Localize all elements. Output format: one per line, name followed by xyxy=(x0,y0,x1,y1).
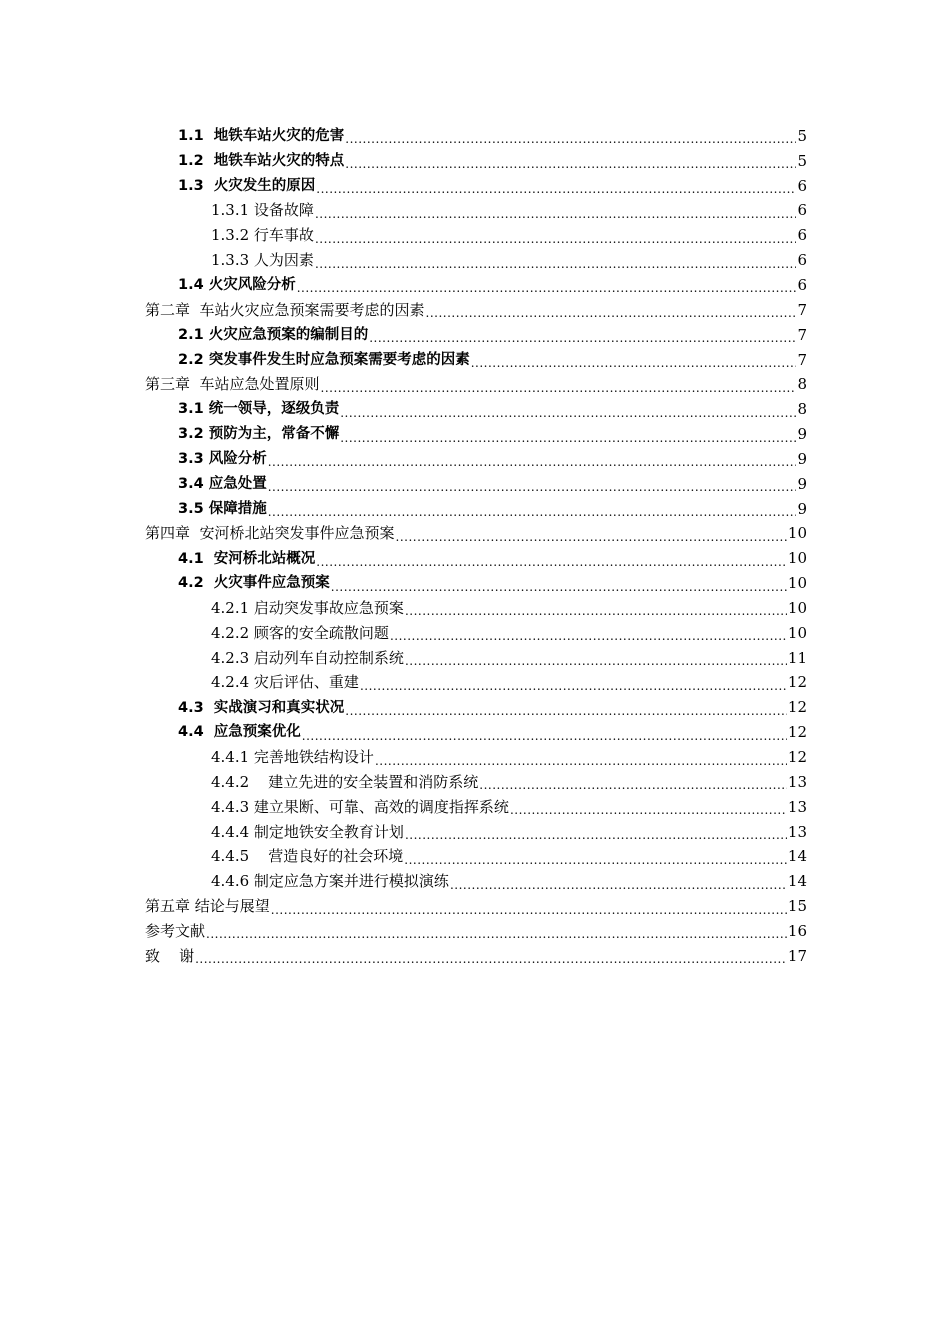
toc-entry[interactable] xyxy=(0,348,807,373)
toc-dot-leader xyxy=(345,158,796,170)
toc-entry-title: 4.3 实战演习和真实状况 xyxy=(178,699,345,716)
toc-entry-page-number: 10 xyxy=(787,524,807,543)
toc-entry[interactable] xyxy=(0,795,807,820)
toc-entry-title: 1.3.1 设备故障 xyxy=(211,201,314,220)
toc-entry-page-number: 9 xyxy=(797,499,807,518)
toc-entry-title: 4.2.4 灾后评估、重建 xyxy=(211,673,359,692)
toc-entry[interactable] xyxy=(0,174,807,199)
toc-dot-leader xyxy=(471,357,797,369)
toc-entry-title: 2.2 突发事件发生时应急预案需要考虑的因素 xyxy=(178,351,470,368)
toc-entry-title: 4.2.3 启动列车自动控制系统 xyxy=(211,648,404,667)
toc-entry-page-number: 9 xyxy=(797,425,807,444)
toc-entry-page-number: 8 xyxy=(797,400,807,419)
toc-entry[interactable] xyxy=(0,472,807,497)
toc-entry[interactable] xyxy=(0,546,807,571)
toc-entry-title: 第三章 车站应急处置原则 xyxy=(145,375,320,394)
toc-entry-page-number: 12 xyxy=(787,723,807,742)
toc-entry-title: 1.3 火灾发生的原因 xyxy=(178,177,316,194)
toc-dot-leader xyxy=(315,208,797,220)
toc-entry-title: 4.4.3 建立果断、可靠、高效的调度指挥系统 xyxy=(211,797,509,816)
toc-dot-leader xyxy=(340,432,796,444)
toc-dot-leader xyxy=(316,556,787,568)
toc-entry[interactable] xyxy=(0,323,807,348)
toc-dot-leader xyxy=(316,183,796,195)
toc-entry-title: 4.4.5 营造良好的社会环境 xyxy=(211,847,404,866)
toc-entry-title: 参考文献 xyxy=(145,921,206,940)
toc-dot-leader xyxy=(405,829,787,841)
toc-entry-page-number: 10 xyxy=(787,549,807,568)
toc-entry[interactable] xyxy=(0,372,807,397)
toc-entry-page-number: 5 xyxy=(797,126,807,145)
toc-entry-page-number: 13 xyxy=(787,797,807,816)
toc-dot-leader xyxy=(479,779,787,791)
toc-entry[interactable] xyxy=(0,745,807,770)
toc-entry-page-number: 7 xyxy=(797,325,807,344)
toc-dot-leader xyxy=(375,755,787,767)
toc-entry-title: 3.2 预防为主，常备不懈 xyxy=(178,426,340,443)
toc-entry[interactable] xyxy=(0,273,807,298)
toc-entry-title: 1.3.2 行车事故 xyxy=(211,226,314,245)
toc-entry[interactable] xyxy=(0,671,807,696)
toc-entry[interactable] xyxy=(0,199,807,224)
toc-entry[interactable] xyxy=(0,770,807,795)
toc-entry-page-number: 7 xyxy=(797,300,807,319)
toc-entry[interactable] xyxy=(0,695,807,720)
toc-entry-page-number: 11 xyxy=(787,648,807,667)
toc-dot-leader xyxy=(271,904,787,916)
toc-dot-leader xyxy=(195,953,787,965)
toc-entry-title: 4.4.4 制定地铁安全教育计划 xyxy=(211,822,404,841)
toc-entry-page-number: 14 xyxy=(787,872,807,891)
toc-entry-title: 1.2 地铁车站火灾的特点 xyxy=(178,153,345,170)
toc-entry-page-number: 10 xyxy=(787,623,807,642)
toc-dot-leader xyxy=(405,655,787,667)
toc-dot-leader xyxy=(396,531,787,543)
toc-dot-leader xyxy=(340,407,796,419)
toc-entry-page-number: 13 xyxy=(787,822,807,841)
toc-entry[interactable] xyxy=(0,571,807,596)
toc-entry[interactable] xyxy=(0,894,807,919)
toc-entry[interactable] xyxy=(0,248,807,273)
toc-entry[interactable] xyxy=(0,869,807,894)
toc-dot-leader xyxy=(315,258,797,270)
toc-dot-leader xyxy=(404,854,787,866)
toc-dot-leader xyxy=(426,307,797,319)
toc-dot-leader xyxy=(321,382,797,394)
toc-dot-leader xyxy=(450,879,787,891)
toc-entry-title: 1.3.3 人为因素 xyxy=(211,251,314,270)
toc-dot-leader xyxy=(360,680,787,692)
toc-dot-leader xyxy=(331,581,787,593)
toc-dot-leader xyxy=(206,928,787,940)
toc-entry-title: 第五章 结论与展望 xyxy=(145,897,270,916)
toc-entry[interactable] xyxy=(0,223,807,248)
toc-entry-title: 1.1 地铁车站火灾的危害 xyxy=(178,128,345,145)
toc-dot-leader xyxy=(369,332,796,344)
toc-entry-page-number: 6 xyxy=(797,201,807,220)
toc-entry[interactable] xyxy=(0,397,807,422)
toc-entry-page-number: 6 xyxy=(797,275,807,294)
toc-dot-leader xyxy=(297,282,797,294)
toc-entry-page-number: 10 xyxy=(787,574,807,593)
toc-entry-page-number: 6 xyxy=(797,176,807,195)
toc-entry-page-number: 9 xyxy=(797,474,807,493)
toc-entry[interactable] xyxy=(0,124,807,149)
toc-entry-title: 4.2.1 启动突发事故应急预案 xyxy=(211,598,404,617)
toc-entry[interactable] xyxy=(0,497,807,522)
toc-entry-title: 致 谢 xyxy=(145,946,195,965)
toc-entry[interactable] xyxy=(0,522,807,547)
toc-entry-page-number: 12 xyxy=(787,748,807,767)
toc-entry-page-number: 14 xyxy=(787,847,807,866)
toc-entry-title: 3.4 应急处置 xyxy=(178,475,267,492)
toc-entry-title: 4.4 应急预案优化 xyxy=(178,724,301,741)
toc-entry-page-number: 12 xyxy=(787,673,807,692)
toc-dot-leader xyxy=(405,605,787,617)
toc-entry-title: 2.1 火灾应急预案的编制目的 xyxy=(178,326,369,343)
toc-entry-title: 3.3 风险分析 xyxy=(178,451,267,468)
toc-entry[interactable] xyxy=(0,422,807,447)
toc-dot-leader xyxy=(315,233,797,245)
toc-entry[interactable] xyxy=(0,646,807,671)
toc-entry-title: 3.5 保障措施 xyxy=(178,500,267,517)
toc-entry-title: 1.4 火灾风险分析 xyxy=(178,277,296,294)
toc-entry-page-number: 15 xyxy=(787,897,807,916)
toc-entry[interactable] xyxy=(0,447,807,472)
toc-dot-leader xyxy=(268,481,797,493)
toc-entry-page-number: 6 xyxy=(797,226,807,245)
toc-entry-page-number: 9 xyxy=(797,449,807,468)
toc-dot-leader xyxy=(345,133,796,145)
toc-entry-title: 4.1 安河桥北站概况 xyxy=(178,550,316,567)
toc-entry[interactable] xyxy=(0,820,807,845)
toc-entry-title: 4.4.1 完善地铁结构设计 xyxy=(211,748,374,767)
toc-entry-page-number: 10 xyxy=(787,598,807,617)
toc-entry[interactable] xyxy=(0,621,807,646)
toc-entry-page-number: 13 xyxy=(787,772,807,791)
toc-entry-title: 第四章 安河桥北站突发事件应急预案 xyxy=(145,524,395,543)
toc-entry-page-number: 5 xyxy=(797,151,807,170)
toc-entry-title: 4.2 火灾事件应急预案 xyxy=(178,575,330,592)
toc-entry-page-number: 7 xyxy=(797,350,807,369)
toc-dot-leader xyxy=(510,804,787,816)
toc-entry[interactable] xyxy=(0,149,807,174)
toc-entry-title: 4.4.2 建立先进的安全装置和消防系统 xyxy=(211,772,479,791)
toc-entry-title: 4.2.2 顾客的安全疏散问题 xyxy=(211,623,389,642)
toc-dot-leader xyxy=(345,705,787,717)
toc-dot-leader xyxy=(390,630,787,642)
toc-entry-page-number: 6 xyxy=(797,251,807,270)
toc-entry-title: 4.4.6 制定应急方案并进行模拟演练 xyxy=(211,872,449,891)
toc-entry-page-number: 8 xyxy=(797,375,807,394)
toc-dot-leader xyxy=(268,456,797,468)
toc-dot-leader xyxy=(268,506,797,518)
toc-entry[interactable] xyxy=(0,944,807,969)
toc-entry-title: 3.1 统一领导，逐级负责 xyxy=(178,401,340,418)
toc-entry[interactable] xyxy=(0,919,807,944)
toc-entry-page-number: 17 xyxy=(787,946,807,965)
toc-entry[interactable] xyxy=(0,298,807,323)
table-of-contents xyxy=(0,124,950,969)
toc-entry[interactable] xyxy=(0,596,807,621)
toc-entry-page-number: 12 xyxy=(787,698,807,717)
toc-entry[interactable] xyxy=(0,844,807,869)
toc-dot-leader xyxy=(302,730,787,742)
toc-entry-title: 第二章 车站火灾应急预案需要考虑的因素 xyxy=(145,300,425,319)
toc-entry-page-number: 16 xyxy=(787,921,807,940)
toc-entry[interactable] xyxy=(0,720,807,745)
